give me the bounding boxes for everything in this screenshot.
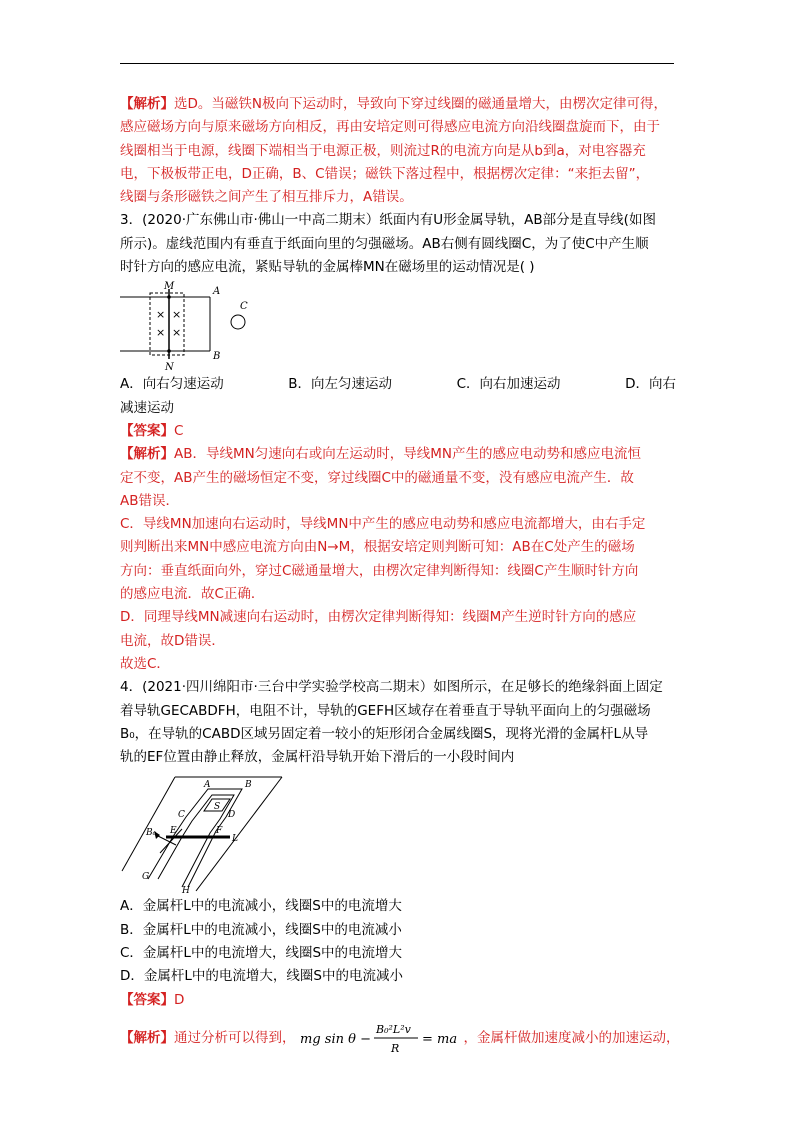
question-3 [120,209,676,676]
answer-value: C [174,422,184,439]
header-rule [120,63,674,64]
label-s: S [214,802,221,813]
analysis-line: 方向：垂直纸面向外，穿过C磁通量增大，由楞次定律判断得知：线圈C产生顺时针方向 [120,562,639,579]
question-4 [120,676,680,1058]
formula [300,1018,460,1058]
option-a: A．向右匀速运动 [120,376,224,393]
options-row [120,373,676,396]
analysis-q4 [120,1018,680,1058]
question-line: 4．(2021·四川绵阳市·三台中学实验学校高二期末）如图所示，在足够长的绝缘斜面上固定 [120,679,663,696]
analysis-line: 电，下极板带正电，D正确，B、C错误；磁铁下落过程中，根据楞次定律：“来拒去留”， [120,165,650,182]
label-b: B [213,351,221,363]
label-m: M [164,281,175,293]
label-n: N [165,362,174,374]
label-a: A [204,780,211,791]
option-d: D．金属杆L中的电流增大，线圈S中的电流减小 [120,968,403,985]
formula-denominator: R [390,1041,399,1055]
analysis-q3 [120,443,676,676]
label-f: F [216,826,223,837]
label-l: L [232,834,238,845]
analysis-line: 故选C． [120,655,170,672]
analysis-line: 的感应电流．故C正确． [120,586,265,603]
label-c: C [178,810,185,821]
analysis-line: D．同理导线MN减速向右运动时，由楞次定律判断得知：线圈M产生逆时针方向的感应 [120,609,637,626]
label-g: G [142,872,150,883]
label-h: H [182,886,190,896]
analysis-line: 则判断出来MN中感应电流方向由N→M，根据安培定则判断可知：AB在C处产生的磁场 [120,539,635,556]
cross-mark: × [156,326,166,340]
answer-value: D [174,991,185,1008]
analysis-line: 感应磁场方向与原来磁场方向相反，再由安培定则可得感应电流方向沿线圈盘旋而下，由于 [120,119,660,136]
analysis-line: 电流，故D错误． [120,632,225,649]
option-b: B．向左匀速运动 [288,376,393,393]
analysis-text: 通过分析可以得到， [174,1029,296,1046]
option-b: B．金属杆L中的电流减小，线圈S中的电流减小 [120,921,402,938]
document-body [120,93,680,1058]
label-b0: B₀ [146,828,157,839]
label-b: B [245,780,252,791]
label-a: A [213,286,221,298]
option-c: C．向右加速运动 [456,376,561,393]
cross-mark: × [172,326,182,340]
answer-label: 【答案】 [120,991,174,1008]
option-c: C．金属杆L中的电流增大，线圈S中的电流增大 [120,945,403,962]
option-a: A．金属杆L中的电流减小，线圈S中的电流增大 [120,898,402,915]
question-line: 3．(2020·广东佛山市·佛山一中高二期末）纸面内有U形金属导轨，AB部分是直导线(如图 [120,212,656,229]
analysis-label: 【解析】 [120,1029,174,1046]
option-d: D．向右 [625,376,676,393]
label-e: E [170,826,177,837]
coil-c [231,315,245,329]
label-d: D [228,810,236,821]
formula-lhs: mg sin θ − [299,1031,371,1047]
formula-numerator: B₀²L²v [375,1022,411,1036]
analysis-line: 线圈相当于电源，线圈下端相当于电源正极，则流过R的电流方向是从b到a，对电容器充 [120,142,646,159]
analysis-line: 定不变，AB产生的磁场恒定不变，穿过线圈C中的磁通量不变，没有感应电流产生．故 [120,469,634,486]
analysis-label: 【解析】 [120,446,174,463]
question-line: 着导轨GECABDFH，电阻不计，导轨的GEFH区域存在着垂直于导轨平面向上的匀强磁场 [120,702,651,719]
analysis-line: AB错误． [120,492,179,509]
question-line: 所示)。虚线范围内有垂直于纸面向里的匀强磁场。AB右侧有圆线圈C，为了使C中产生顺 [120,235,649,252]
analysis-text: ，金属杆做加速度减小的加速运动， [463,1029,680,1046]
analysis-line: AB．导线MN匀速向右或向左运动时，导线MN产生的感应电动势和感应电流恒 [174,446,641,463]
label-c: C [240,301,248,313]
u-rail-diagram [120,281,260,373]
incline-rail-diagram [120,773,290,895]
formula-rhs: = ma [421,1031,457,1047]
analysis-previous [120,93,676,209]
analysis-label: 【解析】 [120,96,174,112]
answer-label: 【答案】 [120,422,174,439]
analysis-line: 选D。当磁铁N极向下运动时，导致向下穿过线圈的磁通量增大，由楞次定律可得， [174,96,667,112]
cross-mark: × [156,308,166,322]
question-line: B₀，在导轨的CABD区域另固定着一较小的矩形闭合金属线圈S，现将光滑的金属杆L从导 [120,725,649,742]
analysis-line: 线圈与条形磁铁之间产生了相互排斥力，A错误。 [120,189,413,206]
cross-mark: × [172,308,182,322]
question-line: 轨的EF位置由静止释放，金属杆沿导轨开始下滑后的一小段时间内 [120,749,515,766]
analysis-line: C．导线MN加速向右运动时，导线MN中产生的感应电动势和感应电流都增大，由右手定 [120,516,646,533]
option-d-continued: 减速运动 [120,399,174,416]
question-line: 时针方向的感应电流，紧贴导轨的金属棒MN在磁场里的运动情况是( ) [120,259,535,276]
